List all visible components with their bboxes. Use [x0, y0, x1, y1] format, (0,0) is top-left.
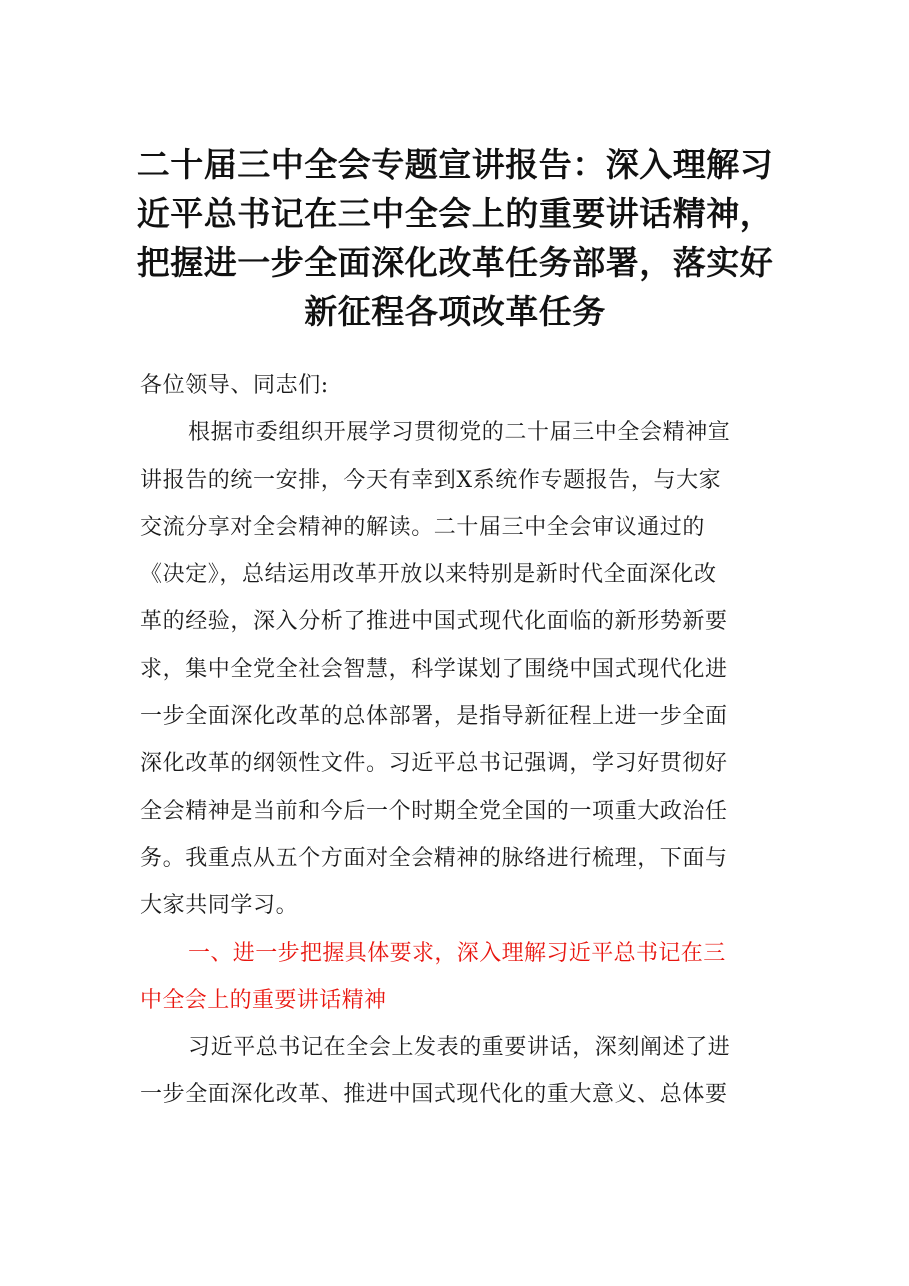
- section-heading-1: [140, 930, 780, 1025]
- paragraph-line: 革的经验，深入分析了推进中国式现代化面临的新形势新要: [140, 609, 728, 635]
- section-heading-line: 一、进一步把握具体要求，深入理解习近平总书记在三: [188, 940, 726, 966]
- paragraph-line: 一步全面深化改革的总体部署，是指导新征程上进一步全面: [140, 704, 728, 730]
- title-line: 二十届三中全会专题宣讲报告：深入理解习: [136, 145, 774, 184]
- paragraph-line: 交流分享对全会精神的解读。二十届三中全会审议通过的: [140, 514, 706, 540]
- paragraph-line: 务。我重点从五个方面对全会精神的脉络进行梳理，下面与: [140, 845, 728, 871]
- paragraph-line: 讲报告的统一安排，今天有幸到X系统作专题报告，与大家: [140, 467, 722, 493]
- paragraph-line: 大家共同学习。: [140, 893, 299, 919]
- paragraph-line: 一步全面深化改革、推进中国式现代化的重大意义、总体要: [140, 1082, 728, 1108]
- section-1-paragraph: [140, 1024, 780, 1119]
- title-line: 把握进一步全面深化改革任务部署，落实好: [136, 243, 774, 282]
- title-line: 近平总书记在三中全会上的重要讲话精神，: [136, 194, 774, 233]
- paragraph-line: 习近平总书记在全会上发表的重要讲话，深刻阐述了进: [188, 1035, 731, 1061]
- document-body: [140, 362, 780, 1119]
- title-line: 新征程各项改革任务: [304, 292, 606, 331]
- paragraph-line: 全会精神是当前和今后一个时期全党全国的一项重大政治任: [140, 798, 728, 824]
- paragraph-line: 求，集中全党全社会智慧，科学谋划了围绕中国式现代化进: [140, 656, 728, 682]
- paragraph-line: 《决定》，总结运用改革开放以来特别是新时代全面深化改: [140, 562, 717, 588]
- section-heading-line: 中全会上的重要讲话精神: [140, 987, 387, 1013]
- intro-paragraph: [140, 409, 780, 929]
- paragraph-line: 深化改革的纲领性文件。习近平总书记强调，学习好贯彻好: [140, 751, 728, 777]
- paragraph-line: 根据市委组织开展学习贯彻党的二十届三中全会精神宣: [188, 420, 731, 446]
- document-title: [130, 140, 780, 336]
- salutation: 各位领导、同志们:: [140, 373, 329, 398]
